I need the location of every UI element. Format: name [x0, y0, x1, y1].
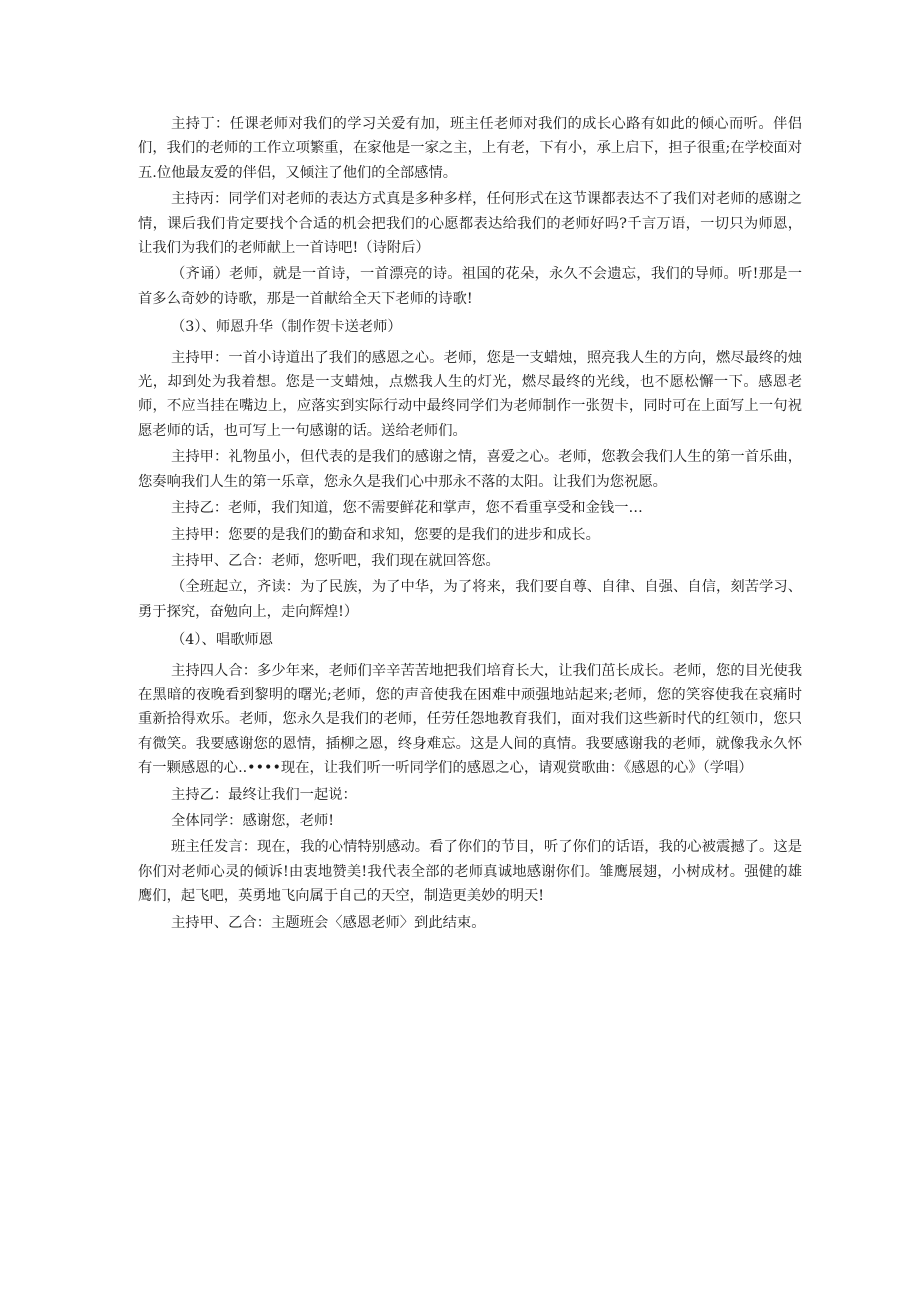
- section-heading-4: （4）、唱歌师恩: [171, 632, 274, 649]
- paragraph-host-bing: 主持丙：同学们对老师的表达方式真是多种多样，任何形式在这节课都表达不了我们对老师的感谢之情，课后我们肯定要找个合适的机会把我们的心愿都表达给我们的老师好吗?千言万语，一切只为师恩，让我们为我们的老师献上一首诗吧!（诗附后）: [138, 191, 802, 257]
- paragraph-host-yi-1: 主持乙：老师，我们知道，您不需要鲜花和掌声，您不看重享受和金钱一…: [171, 500, 643, 517]
- paragraph-host-jia-yi: 主持甲、乙合：老师，您听吧，我们现在就回答您。: [171, 552, 500, 569]
- paragraph-four-hosts: 主持四人合：多少年来，老师们辛辛苦苦地把我们培育长大，让我们茁长成长。老师，您的目光使我在黑暗的夜晚看到黎明的曙光;老师，您的声音使我在困难中顽强地站起来;老师，您的笑容使我在哀痛时重新拾得欢乐。老师，您永久是我们的老师，任劳任怨地教育我们，面对我们这些新时代的红领巾，您只有微笑。我要感谢您的恩情，插柳之恩，终身难忘。这是人间的真情。我要感谢我的老师，就像我永久怀有一颗感恩的心..••••现在，让我们听一听同学们的感恩之心，请观赏歌曲：《感恩的心》（学唱）: [138, 662, 802, 777]
- paragraph-host-jia-3: 主持甲：您要的是我们的勤奋和求知，您要的是我们的进步和成长。: [171, 526, 600, 543]
- paragraph-closing: 主持甲、乙合：主题班会〈感恩老师〉到此结束。: [171, 914, 486, 931]
- document-body: [138, 112, 802, 937]
- section-heading-3: （3）、师恩升华（制作贺卡送老师）: [171, 319, 402, 336]
- paragraph-host-yi-2: 主持乙：最终让我们一起说：: [171, 786, 357, 803]
- paragraph-recital: （齐诵）老师，就是一首诗，一首漂亮的诗。祖国的花朵，永久不会遗忘，我们的导师。听!那是一首多么奇妙的诗歌，那是一首献给全天下老师的诗歌!: [138, 266, 802, 307]
- paragraph-class-reading: （全班起立，齐读：为了民族，为了中华，为了将来，我们要自尊、自律、自强、自信，刻苦学习、勇于探究，奋勉向上，走向辉煌!）: [138, 579, 802, 620]
- paragraph-host-jia-1: 主持甲：一首小诗道出了我们的感恩之心。老师，您是一支蜡烛，照亮我人生的方向，燃尽最终的烛光，却到处为我着想。您是一支蜡烛，点燃我人生的灯光，燃尽最终的光线，也不愿松懈一下。感恩老师，不应当挂在嘴边上，应落实到实际行动中最终同学们为老师制作一张贺卡，同时可在上面写上一句祝愿老师的话，也可写上一句感谢的话。送给老师们。: [138, 349, 802, 439]
- paragraph-head-teacher: 班主任发言：现在，我的心情特别感动。看了你们的节目，听了你们的话语，我的心被震撼了。这是你们对老师心灵的倾诉!由衷地赞美!我代表全部的老师真诚地感谢你们。雏鹰展翅，小树成材。强健的雄鹰们，起飞吧，英勇地飞向属于自己的天空，制造更美妙的明天!: [138, 839, 802, 905]
- paragraph-host-ding: 主持丁：任课老师对我们的学习关爱有加，班主任老师对我们的成长心路有如此的倾心而听。伴侣们，我们的老师的工作立项繁重，在家他是一家之主，上有老，下有小，承上启下，担子很重;在学校面对五.位他最友爱的伴侣，又倾注了他们的全部感情。: [138, 116, 802, 181]
- paragraph-host-jia-2: 主持甲：礼物虽小，但代表的是我们的感谢之情，喜爱之心。老师，您教会我们人生的第一首乐曲，您奏响我们人生的第一乐章，您永久是我们心中那永不落的太阳。让我们为您祝愿。: [138, 449, 802, 490]
- paragraph-all-students: 全体同学：感谢您，老师!: [171, 812, 335, 829]
